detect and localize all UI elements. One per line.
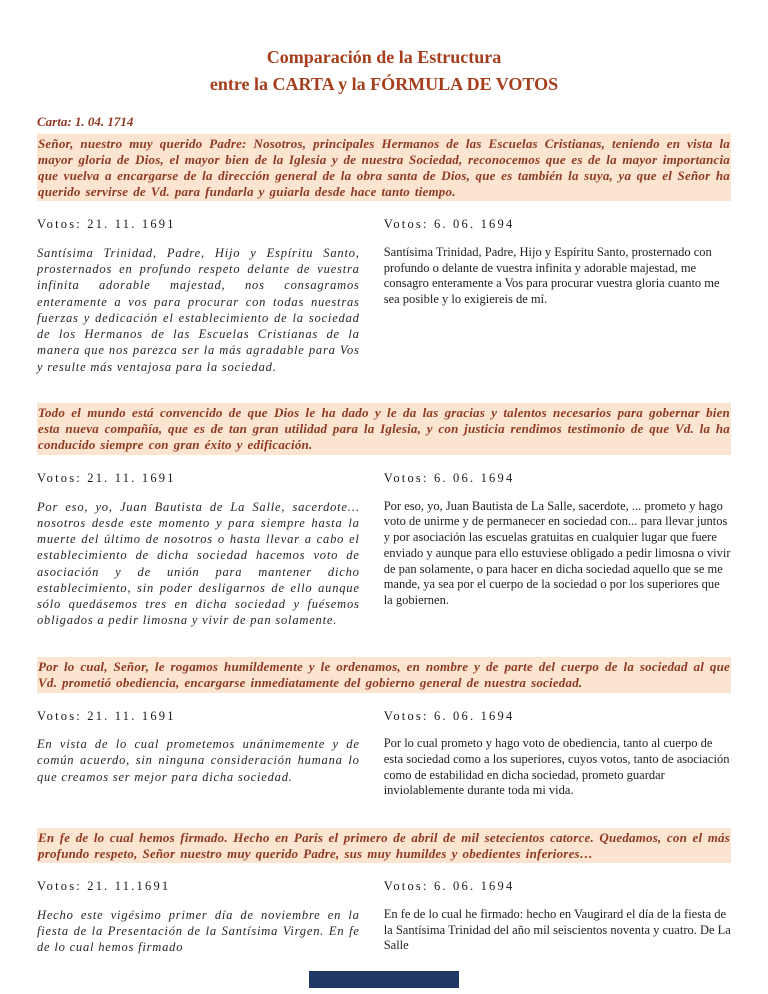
carta-column-2 bbox=[37, 471, 360, 641]
comparison-row-2 bbox=[37, 471, 731, 641]
votos-right-header-1: Votos: 6. 06. 1694 bbox=[383, 217, 515, 232]
votos-right-header-3: Votos: 6. 06. 1694 bbox=[383, 708, 515, 723]
votos-left-header-3: Votos: 21. 11. 1691 bbox=[37, 708, 176, 723]
votos-left-body-1: Santísima Trinidad, Padre, Hijo y Espíritu Santo, prosternados en profundo respeto delante de vuestra infinita adorable majestad, nos consagramos enteramente a vos para procurar con todas nuestras fuerzas y dedicación el establecimiento de la sociedad de los Hermanos de las Escuelas Cristianas de la manera que nos parezca ser la más agradable para Vos y resulte más ventajosa para la sociedad. bbox=[37, 245, 360, 374]
page-title bbox=[37, 44, 731, 98]
votos-left-header-4: Votos: 21. 11.1691 bbox=[37, 879, 171, 894]
comparison-row-4 bbox=[37, 879, 731, 968]
highlight-paragraph-4: En fe de lo cual hemos firmado. Hecho en Paris el primero de abril de mil setecientos catorce. Quedamos, con el más profundo respeto, Señor nuestro muy querido Padre, sus muy humildes y obedientes inferiores… bbox=[37, 828, 731, 864]
carta-column-1 bbox=[37, 217, 360, 387]
carta-column-4 bbox=[37, 879, 360, 968]
highlight-paragraph-2: Todo el mundo está convencido de que Dios le ha dado y le da las gracias y talentos necesarios para gobernar bien esta nueva compañía, que es de tan gran utilidad para la Iglesia, y con justicia rendimos testimonio de que Vd. la ha conducido siempre con gran éxito y edificación. bbox=[37, 403, 731, 455]
page-title-line2: entre la CARTA y la FÓRMULA DE VOTOS bbox=[209, 74, 559, 94]
formula-column-3 bbox=[384, 709, 731, 812]
votos-right-header-2: Votos: 6. 06. 1694 bbox=[383, 471, 515, 486]
comparison-row-1 bbox=[37, 217, 731, 387]
carta-column-3 bbox=[37, 709, 360, 812]
votos-right-header-4: Votos: 6. 06. 1694 bbox=[383, 879, 515, 894]
formula-column-1 bbox=[384, 217, 731, 387]
votos-right-body-2: Por eso, yo, Juan Bautista de La Salle, sacerdote, ... prometo y hago voto de unirme y de permanecer en sociedad con... para llevar juntos y por asociación las escuelas gratuitas en cualquier lugar que fuere enviado y aunque para ello estuviese obligado a pedir limosna o vivir de pan solamente, o para hacer en dicha sociedad aquello que se me mande, ya sea por el cuerpo de la sociedad o por los superiores que la gobiernen. bbox=[383, 498, 731, 608]
votos-left-header-2: Votos: 21. 11. 1691 bbox=[37, 471, 176, 486]
votos-right-body-4: En fe de lo cual he firmado: hecho en Vaugirard el día de la fiesta de la Santísima Trinidad del año mil seiscientos noventa y cuatro. De La Salle bbox=[383, 906, 731, 953]
carta-date-label: Carta: 1. 04. 1714 bbox=[37, 114, 134, 129]
footer-bar bbox=[309, 971, 459, 988]
votos-left-body-4: Hecho este vigésimo primer día de noviembre en la fiesta de la Presentación de la Santísima Virgen. En fe de lo cual hemos firmado bbox=[37, 907, 360, 955]
votos-left-header-1: Votos: 21. 11. 1691 bbox=[37, 217, 176, 232]
comparison-row-3 bbox=[37, 709, 731, 812]
votos-right-body-3: Por lo cual prometo y hago voto de obediencia, tanto al cuerpo de esta sociedad como a los superiores, cuyos votos, tanto de asociación como de estabilidad en dicha sociedad, prometo guardar inviolablemente durante toda mi vida. bbox=[383, 736, 730, 798]
votos-left-body-3: En vista de lo cual prometemos unánimemente y de común acuerdo, sin ninguna consideración humana lo que creamos ser mejor para dicha sociedad. bbox=[37, 737, 360, 784]
highlight-paragraph-3: Por lo cual, Señor, le rogamos humildemente y le ordenamos, en nombre y de parte del cuerpo de la sociedad al que Vd. prometió obediencia, encargarse inmediatamente del gobierno general de nuestra sociedad. bbox=[37, 657, 731, 693]
page-title-line1: Comparación de la Estructura bbox=[266, 47, 502, 67]
formula-column-4 bbox=[384, 879, 731, 968]
highlight-paragraph-1: Señor, nuestro muy querido Padre: Nosotros, principales Hermanos de las Escuelas Cristianas, teniendo en vista la mayor gloria de Dios, el mayor bien de la Iglesia y de nuestra Sociedad, reconocemos que es de la mayor importancia que vuelva a encargarse de la dirección general de la obra santa de Dios, que es también la suya, ya que el Señor ha querido servirse de Vd. para fundarla y guiarla desde hace tanto tiempo. bbox=[37, 134, 731, 201]
formula-column-2 bbox=[384, 471, 731, 641]
votos-left-body-2: Por eso, yo, Juan Bautista de La Salle, sacerdote… nosotros desde este momento y para siempre hasta la muerte del último de nosotros o hasta llevar a cabo el establecimiento de dicha sociedad hacemos voto de asociación y de unión para mantener dicho establecimiento, sin poder desligarnos de ello aunque sólo quedásemos tres en dicha sociedad y fuésemos obligados a pedir limosna y vivir de pan solamente. bbox=[37, 499, 360, 628]
votos-right-body-1: Santísima Trinidad, Padre, Hijo y Espíritu Santo, prosternado con profundo o delante de vuestra infinita y adorable majestad, me consagro enteramente a Vos para procurar vuestra gloria cuanto me sea posible y lo exigiereis de mí. bbox=[383, 244, 720, 307]
